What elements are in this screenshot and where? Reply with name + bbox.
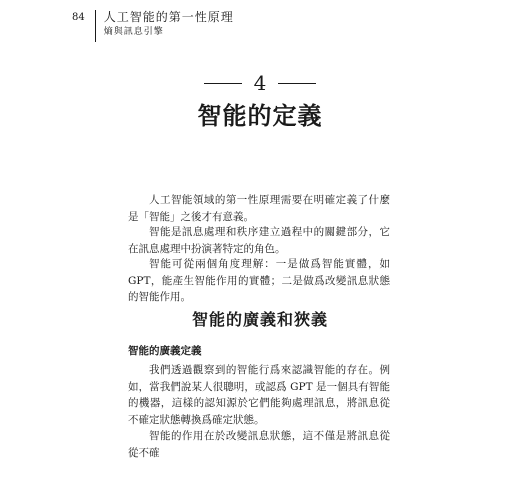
subsection-title: 智能的廣義定義 bbox=[128, 345, 202, 357]
header-divider bbox=[95, 10, 96, 42]
book-title: 人工智能的第一性原理 bbox=[103, 10, 234, 24]
book-subtitle: 熵與訊息引擎 bbox=[103, 27, 164, 37]
intro-paragraph-2: 智能是訊息處理和秩序建立過程中的關鍵部分，它在訊息處理中扮演著特定的角色。 bbox=[128, 226, 390, 255]
intro-paragraph-1: 人工智能領域的第一性原理需要在明確定義了什麼是「智能」之後才有意義。 bbox=[128, 194, 390, 223]
body-paragraph-1: 我們透過觀察到的智能行爲來認識智能的存在。例如，當我們說某人很聰明，或認爲 GPT 是一個具有智能的機器，這樣的認知源於它們能夠處理訊息，將訊息從不確定狀態轉換爲確定狀態。 bbox=[128, 364, 390, 426]
chapter-number: 4 bbox=[253, 71, 267, 95]
body-paragraph-2: 智能的作用在於改變訊息狀態，這不僅是將訊息從從不確 bbox=[128, 430, 390, 459]
section-title: 智能的廣義和狹義 bbox=[191, 310, 328, 329]
page-number: 84 bbox=[72, 12, 85, 23]
intro-paragraph-3: 智能可從兩個角度理解：一是做爲智能實體，如 GPT，能產生智能作用的實體；二是做爲改變訊息狀態的智能作用。 bbox=[128, 258, 390, 303]
header-titles bbox=[104, 10, 234, 39]
chapter-title: 智能的定義 bbox=[197, 102, 323, 130]
chapter-dash-right bbox=[278, 83, 316, 84]
chapter-number-row bbox=[0, 72, 520, 94]
chapter-dash-left bbox=[204, 83, 242, 84]
running-header bbox=[72, 10, 234, 42]
